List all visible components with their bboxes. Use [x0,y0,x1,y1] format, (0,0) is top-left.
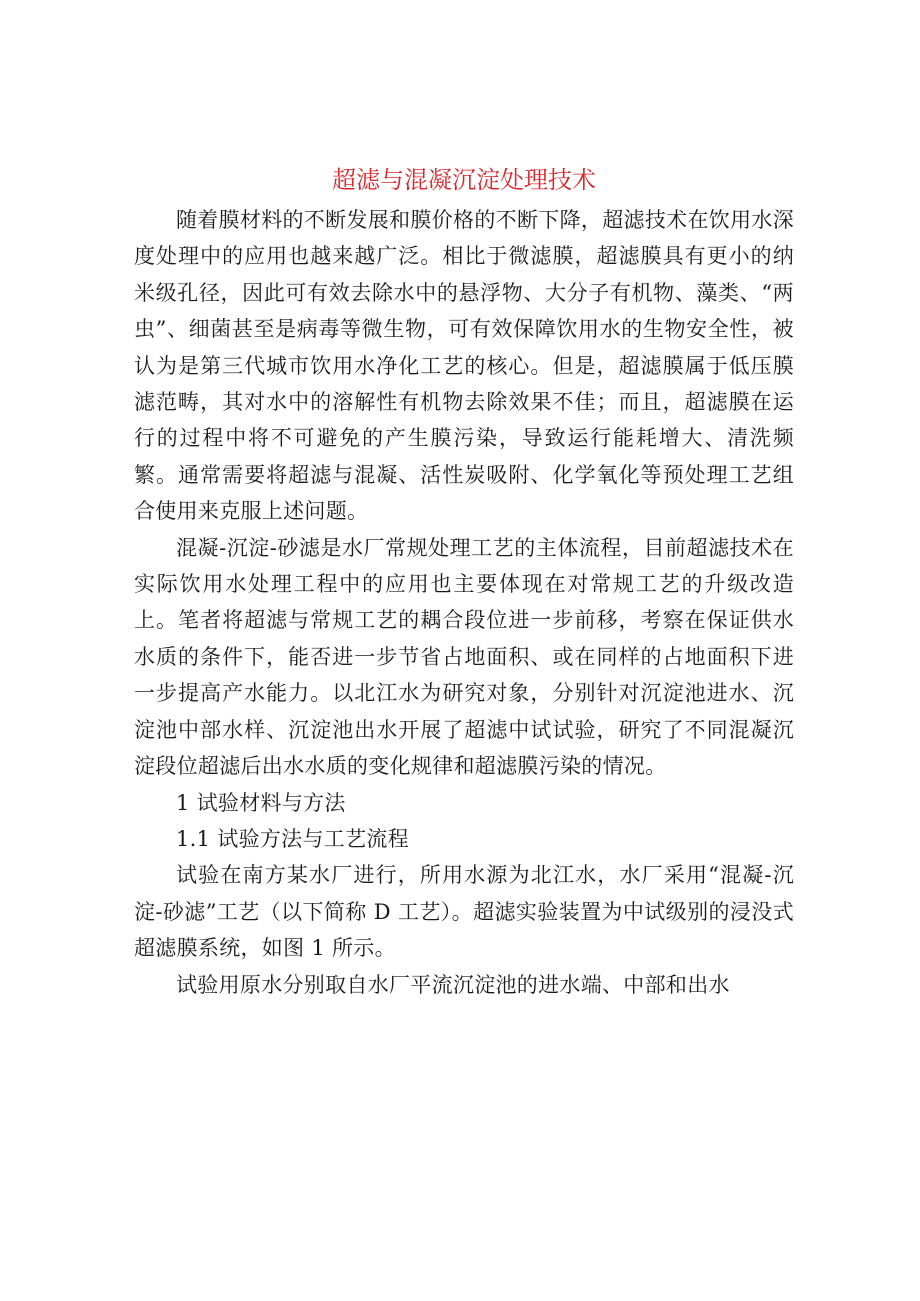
section-heading-1: 1 试验材料与方法 [176,790,346,815]
paragraph-intro: 随着膜材料的不断发展和膜价格的不断下降，超滤技术在饮用水深度处理中的应用也越来越广泛。相比于微滤膜，超滤膜具有更小的纳米级孔径，因此可有效去除水中的悬浮物、大分子有机物、藻类、“两虫”、细菌甚至是病毒等微生物，可有效保障饮用水的生物安全性，被认为是第三代城市饮用水净化工艺的核心。但是，超滤膜属于低压膜滤范畴，其对水中的溶解性有机物去除效果不佳；而且，超滤膜在运行的过程中将不可避免的产生膜污染，导致运行能耗增大、清洗频繁。通常需要将超滤与混凝、活性炭吸附、化学氧化等预处理工艺组合使用来克服上述问题。 [134,208,794,524]
paragraph-method: 试验在南方某水厂进行，所用水源为北江水，水厂采用“混凝-沉淀-砂滤”工艺（以下简称 D 工艺）。超滤实验装置为中试级别的浸没式超滤膜系统，如图 1 所示。 [134,863,794,961]
section-heading-1-1: 1.1 试验方法与工艺流程 [176,826,409,851]
document-body [134,158,794,1003]
paragraph-raw-water: 试验用原水分别取自水厂平流沉淀池的进水端、中部和出水 [176,972,730,997]
paragraph-background: 混凝-沉淀-砂滤是水厂常规处理工艺的主体流程，目前超滤技术在实际饮用水处理工程中的应用也主要体现在对常规工艺的升级改造上。笔者将超滤与常规工艺的耦合段位进一步前移，考察在保证供水水质的条件下，能否进一步节省占地面积、或在同样的占地面积下进一步提高产水能力。以北江水为研究对象，分别针对沉淀池进水、沉淀池中部水样、沉淀池出水开展了超滤中试试验，研究了不同混凝沉淀段位超滤后出水水质的变化规律和超滤膜污染的情况。 [134,535,794,779]
document-title: 超滤与混凝沉淀处理技术 [332,166,596,194]
